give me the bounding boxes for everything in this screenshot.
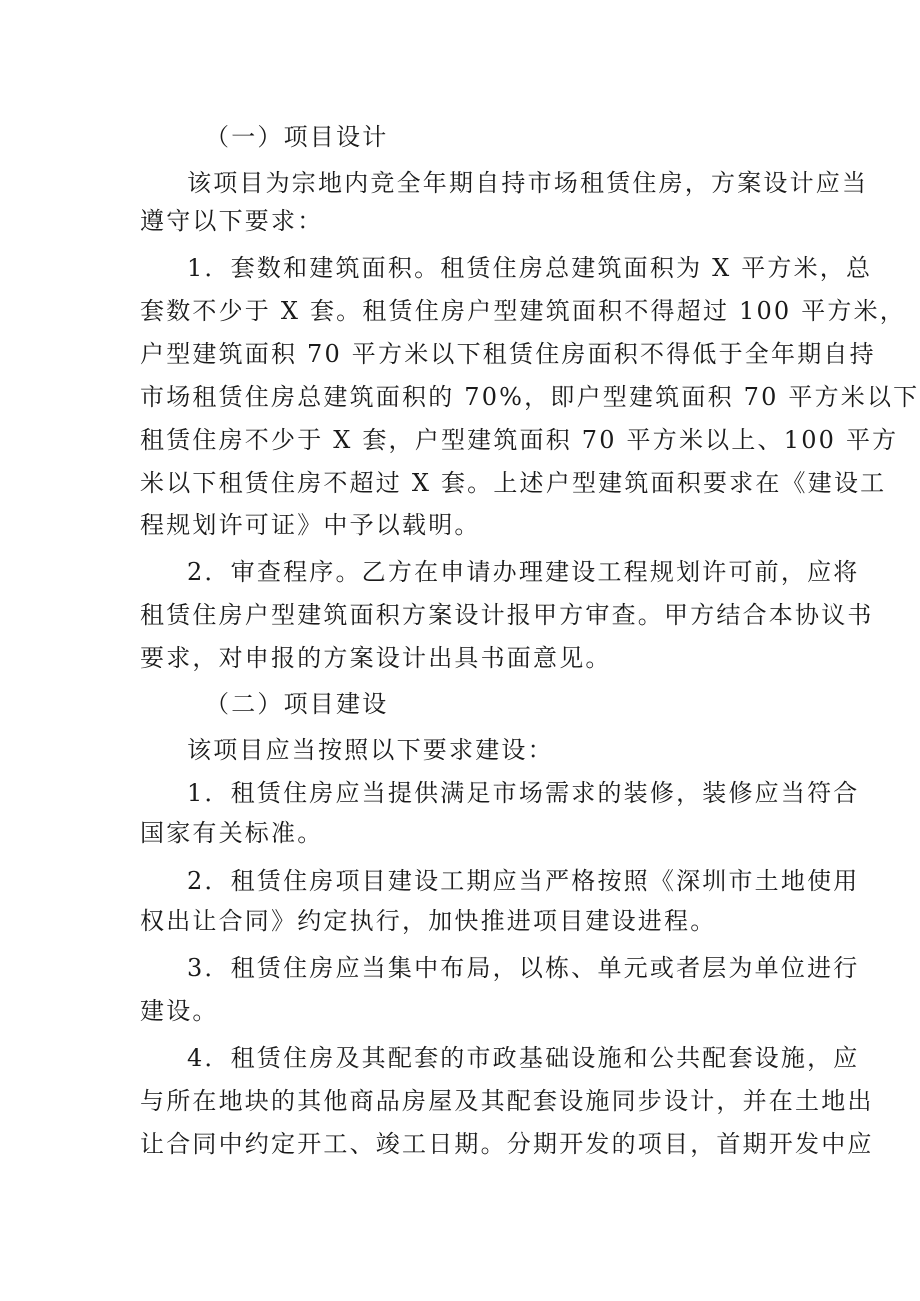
paragraph-line: 套数不少于 X 套。租赁住房户型建筑面积不得超过 100 平方米， (140, 297, 907, 325)
paragraph-line: 4．租赁住房及其配套的市政基础设施和公共配套设施，应 (187, 1044, 860, 1072)
paragraph-line: 该项目为宗地内竞全年期自持市场租赁住房，方案设计应当 (187, 169, 869, 197)
paragraph-line: 米以下租赁住房不超过 X 套。上述户型建筑面积要求在《建设工 (140, 469, 887, 497)
paragraph-line: 让合同中约定开工、竣工日期。分期开发的项目，首期开发中应 (140, 1130, 874, 1158)
paragraph-line: 2．租赁住房项目建设工期应当严格按照《深圳市土地使用 (187, 867, 860, 895)
paragraph-line: 1．套数和建筑面积。租赁住房总建筑面积为 X 平方米，总 (187, 254, 873, 282)
paragraph-line: 2．审查程序。乙方在申请办理建设工程规划许可前，应将 (187, 558, 860, 586)
paragraph-line: 遵守以下要求： (140, 207, 324, 235)
paragraph-line: 程规划许可证》中予以载明。 (140, 511, 481, 539)
paragraph-line: 国家有关标准。 (140, 819, 324, 847)
paragraph-line: 建设。 (140, 997, 219, 1025)
paragraph-line: 要求，对申报的方案设计出具书面意见。 (140, 644, 612, 672)
section-heading-2: （二）项目建设 (205, 690, 389, 718)
section-heading-1: （一）项目设计 (205, 123, 389, 151)
paragraph-line: 租赁住房户型建筑面积方案设计报甲方审查。甲方结合本协议书 (140, 601, 874, 629)
paragraph-line: 租赁住房不少于 X 套，户型建筑面积 70 平方米以上、100 平方 (140, 426, 899, 454)
paragraph-line: 市场租赁住房总建筑面积的 70%，即户型建筑面积 70 平方米以下 (140, 383, 920, 411)
paragraph-line: 户型建筑面积 70 平方米以下租赁住房面积不得低于全年期自持 (140, 340, 876, 368)
paragraph-line: 3．租赁住房应当集中布局，以栋、单元或者层为单位进行 (187, 954, 860, 982)
paragraph-line: 1．租赁住房应当提供满足市场需求的装修，装修应当符合 (187, 779, 860, 807)
paragraph-line: 权出让合同》约定执行，加快推进项目建设进程。 (140, 907, 717, 935)
paragraph-line: 与所在地块的其他商品房屋及其配套设施同步设计，并在土地出 (140, 1087, 874, 1115)
paragraph-line: 该项目应当按照以下要求建设： (187, 736, 554, 764)
